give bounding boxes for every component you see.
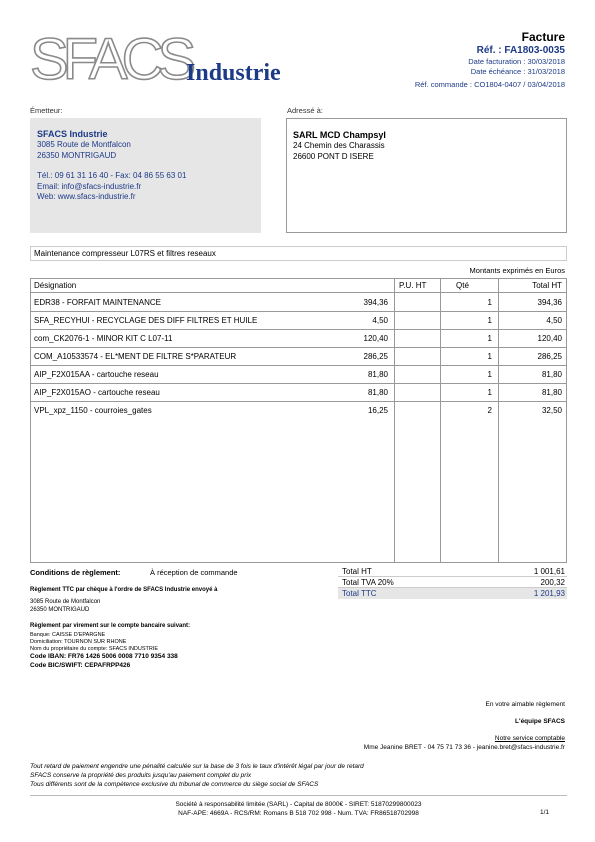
cell-designation: com_CK2076-1 - MINOR KIT C L07-11 [34,334,173,343]
page-number: 1/1 [539,809,549,816]
table-row [31,312,566,330]
emitter-name: SFACS Industrie [37,129,108,139]
signature-team: L'équipe SFACS [515,718,565,725]
table-row [31,348,566,366]
company-logo [30,27,320,92]
payment-terms-label: Conditions de règlement: [30,568,121,577]
emitter-address1: 3085 Route de Montfalcon [37,140,131,149]
cheque-address2: 26350 MONTRIGAUD [30,607,90,613]
table-row [31,366,566,384]
items-table [30,278,567,563]
table-row [31,402,566,420]
total-tva-row [338,577,567,588]
cell-total: 32,50 [541,406,562,415]
due-date: Date échéance : 31/03/2018 [470,67,565,76]
cell-unit-price: 81,80 [367,370,388,379]
total-ht-label: Total HT [342,567,372,576]
cell-total: 120,40 [537,334,562,343]
cell-unit-price: 120,40 [363,334,388,343]
recipient-label: Adressé à: [287,106,323,115]
cell-unit-price: 16,25 [367,406,388,415]
legal-line3: Tous différents sont de la compétence exclusive du tribunal de commerce du siège social de SFACS [30,781,319,788]
cell-designation: COM_A10533574 - EL*MENT DE FILTRE S*PARATEUR [34,352,237,361]
legal-notes [30,762,364,789]
cell-qty: 1 [487,298,492,307]
header-qty: Qté [456,281,469,290]
emitter-label: Émetteur: [30,106,63,115]
footer-line2: NAF-APE: 4669A - RCS/RM: Romans B 518 702 998 - Num. TVA: FR86518702998 [178,810,419,817]
cell-designation: SFA_RECYHUI - RECYCLAGE DES DIFF FILTRES ET HUILE [34,316,258,325]
invoice-title: Facture [521,30,565,44]
transfer-title: Règlement par virement sur le compte bancaire suivant: [30,623,191,629]
header-total: Total HT [532,281,562,290]
invoice-header [345,30,565,90]
total-ttc-row [338,588,567,599]
cell-qty: 1 [487,370,492,379]
currency-note: Montants exprimés en Euros [469,266,565,275]
cell-unit-price: 81,80 [367,388,388,397]
header-unit-price: P.U. HT [399,281,427,290]
cell-qty: 2 [487,406,492,415]
signature-contact: Mme Jeanine BRET - 04 75 71 73 36 - jeanine.bret@sfacs-industrie.fr [363,744,565,751]
cell-total: 81,80 [541,388,562,397]
cheque-address1: 3085 Route de Montfalcon [30,599,101,605]
bank-domiciliation: Domiciliation: TOURNON SUR RHONE [30,639,127,645]
cell-total: 394,36 [537,298,562,307]
logo-text: SFACS [30,27,191,92]
cell-qty: 1 [487,316,492,325]
emitter-phone: Tél.: 09 61 31 16 40 - Fax: 04 86 55 63 01 [37,171,187,180]
cell-designation: VPL_xpz_1150 - courroies_gates [34,406,152,415]
total-tva-value: 200,32 [540,578,565,587]
footer-line1: Société à responsabilité limitée (SARL) - Capital de 8000€ - SIRET: 51870299800023 [175,801,422,808]
order-ref: Réf. commande : CO1804-0407 / 03/04/2018 [414,80,565,89]
total-tva-label: Total TVA 20% [342,578,394,587]
recipient-name: SARL MCD Champsyl [293,130,386,140]
account-owner: Nom du propriétaire du compte: SFACS INDUSTRIE [30,646,159,652]
cell-unit-price: 286,25 [363,352,388,361]
total-ht-value: 1 001,61 [533,567,565,576]
emitter-web: Web: www.sfacs-industrie.fr [37,192,136,201]
table-header [31,279,566,293]
cheque-instructions [30,586,217,614]
cell-unit-price: 4,50 [372,316,388,325]
emitter-box [30,118,261,233]
cell-unit-price: 394,36 [363,298,388,307]
recipient-address2: 26600 PONT D ISERE [293,151,374,161]
legal-line2: SFACS conserve la propriété des produits jusqu'au paiement complet du prix [30,772,252,779]
emitter-email: Email: info@sfacs-industrie.fr [37,181,142,191]
cell-qty: 1 [487,388,492,397]
emitter-address2: 26350 MONTRIGAUD [37,150,117,160]
recipient-box [286,118,567,233]
total-ht-row [338,566,567,577]
payment-terms-value: À réception de commande [150,568,238,577]
cheque-title: Règlement TTC par chèque à l'ordre de SFACS Industrie envoyé à [30,587,218,593]
company-footer [30,800,567,818]
cell-qty: 1 [487,334,492,343]
total-ttc-value: 1 201,93 [533,589,565,598]
cell-total: 286,25 [537,352,562,361]
table-row [31,294,566,312]
cell-designation: EDR38 - FORFAIT MAINTENANCE [34,298,161,307]
signature-service: Notre service comptable [494,735,565,742]
cell-total: 4,50 [546,316,562,325]
cell-total: 81,80 [541,370,562,379]
bank-name: Banque: CAISSE D'EPARGNE [30,632,106,638]
transfer-instructions [30,622,190,670]
total-ttc-label: Total TTC [342,589,377,598]
logo-suffix: Industrie [186,60,281,86]
cell-designation: AIP_F2X015AA - cartouche reseau [34,370,159,379]
bic: Code BIC/SWIFT: CEPAFRPP426 [30,661,131,669]
header-designation: Désignation [34,281,77,290]
table-row [31,384,566,402]
cell-qty: 1 [487,352,492,361]
recipient-address1: 24 Chemin des Charassis [293,141,385,150]
invoice-ref: Réf. : FA1803-0035 [476,45,565,56]
table-row [31,330,566,348]
totals-table [338,566,567,599]
invoice-subject: Maintenance compresseur L07RS et filtres reseaux [30,246,567,261]
footer-divider [30,795,567,796]
billing-date: Date facturation : 30/03/2018 [468,57,565,66]
iban: Code IBAN: FR76 1426 5006 0008 7710 9354 338 [30,653,178,660]
signature-greeting: En votre aimable règlement [485,701,565,708]
cell-designation: AIP_F2X015AO - cartouche reseau [34,388,160,397]
legal-line1: Tout retard de paiement engendre une pénalité calculée sur la base de 3 fois le taux d'intérêt légal par jour de retard [30,763,364,770]
